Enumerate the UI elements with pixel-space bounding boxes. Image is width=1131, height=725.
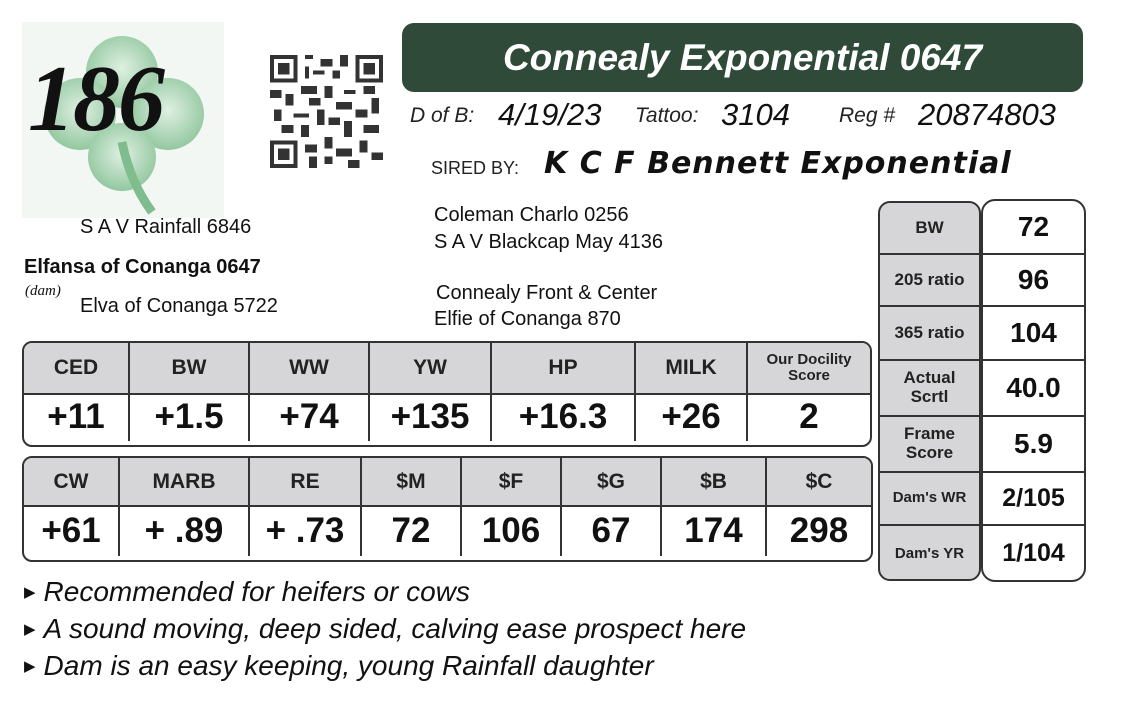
note-item <box>24 650 654 682</box>
dob-label: D of B: <box>410 104 475 127</box>
side-value-dam-wr: 2/105 <box>983 473 1084 526</box>
side-value-bw: 72 <box>983 201 1084 255</box>
epd-table-2-header <box>24 458 871 507</box>
value-marb: + .89 <box>120 505 250 556</box>
side-label-205: 205 ratio <box>880 255 979 307</box>
reg-label: Reg # <box>839 104 896 127</box>
note-text: Dam is an easy keeping, young Rainfall daughter <box>43 650 654 681</box>
sire-dam: S A V Blackcap May 4136 <box>434 231 664 253</box>
value-b: 174 <box>662 505 767 556</box>
side-label-frame: Frame Score <box>880 417 979 473</box>
animal-name: Connealy Exponential 0647 <box>502 36 983 78</box>
epd-table-2 <box>22 456 873 562</box>
header-ww: WW <box>250 343 370 393</box>
epd-table-1-values <box>24 393 870 441</box>
header-g: $G <box>562 458 662 505</box>
value-c: 298 <box>789 510 849 550</box>
side-value-frame: 5.9 <box>983 417 1084 473</box>
epd-table-1-header <box>24 343 870 395</box>
note-text: Recommended for heifers or cows <box>43 576 470 607</box>
header-cw: CW <box>24 458 120 505</box>
dam-dam: Elva of Conanga 5722 <box>80 295 278 317</box>
header-hp: HP <box>492 343 636 393</box>
value-m: 72 <box>362 505 462 556</box>
note-item <box>24 613 746 645</box>
header-ced: CED <box>24 343 130 393</box>
sired-by-label: SIRED BY: <box>431 158 520 178</box>
epd-table-1 <box>22 341 872 447</box>
bullet-icon: ▶ <box>24 658 36 675</box>
tattoo-label: Tattoo: <box>635 104 699 127</box>
value-bw: +1.5 <box>130 393 250 441</box>
side-value-scrotal: 40.0 <box>983 361 1084 417</box>
side-label-365: 365 ratio <box>880 307 979 361</box>
value-ww: +74 <box>250 393 370 441</box>
side-label-dam-yr: Dam's YR <box>894 545 965 563</box>
sire2-dam: Elfie of Conanga 870 <box>434 308 621 330</box>
header-yw: YW <box>370 343 492 393</box>
header-docility: Our Docility Score <box>766 351 852 384</box>
value-milk: +26 <box>636 393 748 441</box>
value-g: 67 <box>562 505 662 556</box>
dam-tag: (dam) <box>25 283 61 299</box>
title-bar <box>402 23 1083 92</box>
value-ced: +11 <box>24 393 130 441</box>
header-milk: MILK <box>636 343 748 393</box>
side-value-205: 96 <box>983 255 1084 307</box>
reg-value: 20874803 <box>918 97 1056 132</box>
header-b: $B <box>662 458 767 505</box>
value-hp: +16.3 <box>492 393 636 441</box>
side-value-365: 104 <box>983 307 1084 361</box>
side-label-dam-wr: Dam's WR <box>880 473 979 526</box>
side-value-dam-yr: 1/104 <box>1002 538 1065 567</box>
header-m: $M <box>362 458 462 505</box>
qr-code-icon <box>268 55 385 168</box>
header-bw: BW <box>130 343 250 393</box>
note-text: A sound moving, deep sided, calving ease prospect here <box>43 613 747 644</box>
side-label-bw: BW <box>880 203 979 255</box>
side-label-scrotal: Actual Scrtl <box>880 361 979 417</box>
header-f: $F <box>462 458 562 505</box>
dob-value: 4/19/23 <box>498 97 602 132</box>
value-yw: +135 <box>370 393 492 441</box>
sire2-sire: Connealy Front & Center <box>436 282 658 304</box>
header-c: $C <box>805 469 833 493</box>
value-re: + .73 <box>250 505 362 556</box>
value-cw: +61 <box>24 505 120 556</box>
tattoo-value: 3104 <box>721 97 790 132</box>
note-item <box>24 576 470 608</box>
bullet-icon: ▶ <box>24 621 36 638</box>
side-stats-labels <box>878 201 981 581</box>
sire-sire: Coleman Charlo 0256 <box>434 204 629 226</box>
epd-table-2-values <box>24 505 871 556</box>
side-stats-values <box>981 199 1086 582</box>
value-docility: 2 <box>799 397 819 436</box>
dam-sire: S A V Rainfall 6846 <box>80 216 252 238</box>
dam-name: Elfansa of Conanga 0647 <box>24 256 261 278</box>
lot-number: 186 <box>28 47 163 151</box>
bullet-icon: ▶ <box>24 584 36 601</box>
header-re: RE <box>250 458 362 505</box>
header-marb: MARB <box>120 458 250 505</box>
value-f: 106 <box>462 505 562 556</box>
sire-name: K C F Bennett Exponential <box>544 146 1012 181</box>
